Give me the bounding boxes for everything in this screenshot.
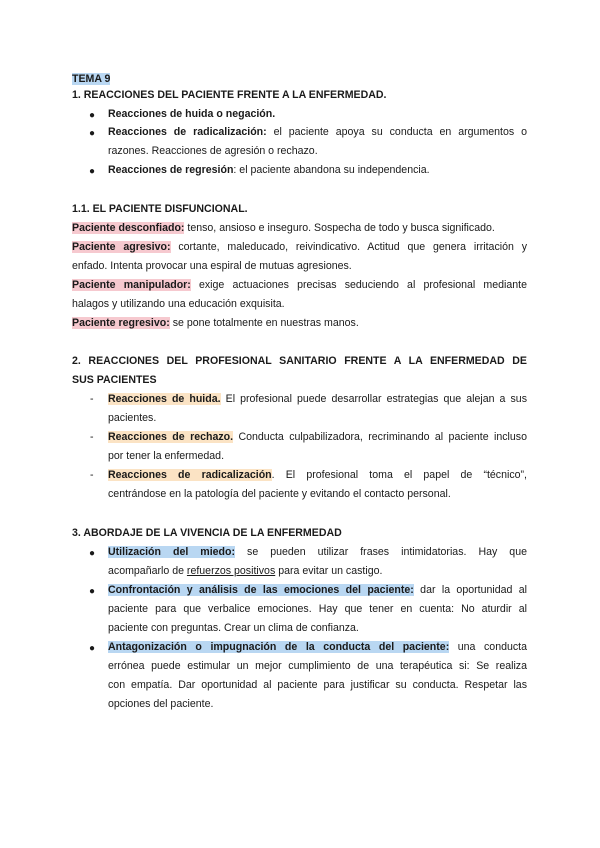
- s3-item-3-cont2: con empatía. Dar oportunidad al paciente para justificar su conducta. Respetar las: [108, 679, 527, 691]
- bullet-icon: ●: [89, 586, 96, 597]
- s3-item-2-cont2: paciente con preguntas. Crear un clima de confianza.: [108, 622, 359, 634]
- section-1-heading: 1. REACCIONES DEL PACIENTE FRENTE A LA ENFERMEDAD.: [72, 89, 387, 101]
- s2-item-3-cont: centrándose en la patología del paciente y evitando el contacto personal.: [108, 488, 451, 500]
- s3-item-3-cont: errónea puede estimular un mejor cumplimiento de una terapéutica si: Se realiza: [108, 660, 527, 672]
- paciente-agresivo: Paciente agresivo: cortante, maleducado, reivindicativo. Actitud que genera irritación y: [72, 241, 527, 253]
- bullet-icon: ●: [89, 166, 96, 177]
- s1-item-3: Reacciones de regresión: el paciente abandona su independencia.: [108, 164, 430, 176]
- dash-marker: -: [90, 393, 94, 405]
- s2-item-2: Reacciones de rechazo. Conducta culpabilizadora, recriminando al paciente incluso: [108, 431, 527, 443]
- dash-marker: -: [90, 469, 94, 481]
- s3-item-2-cont: paciente para que verbalice emociones. Hay que tener en cuenta: No aturdir al: [108, 603, 527, 615]
- bullet-icon: ●: [89, 110, 96, 121]
- s3-item-3-cont3: opciones del paciente.: [108, 698, 214, 710]
- s3-item-1-cont: acompañarlo de refuerzos positivos para evitar un castigo.: [108, 565, 383, 577]
- s2-item-2-cont: por tener la enfermedad.: [108, 450, 225, 462]
- section-3-heading: 3. ABORDAJE DE LA VIVENCIA DE LA ENFERMEDAD: [72, 527, 342, 539]
- s1-item-1: Reacciones de huida o negación.: [108, 108, 276, 120]
- s2-item-1: Reacciones de huida. El profesional puede desarrollar estrategias que alejan a sus: [108, 393, 527, 405]
- tema-label: TEMA 9: [72, 73, 111, 85]
- bullet-icon: ●: [89, 548, 96, 559]
- paciente-desconfiado: Paciente desconfiado: tenso, ansioso e inseguro. Sospecha de todo y busca significado.: [72, 222, 495, 234]
- paciente-manipulador-cont: halagos y utilizando una educación exquisita.: [72, 298, 285, 310]
- paciente-agresivo-cont: enfado. Intenta provocar una espiral de mutuas agresiones.: [72, 260, 352, 272]
- s2-item-3: Reacciones de radicalización. El profesional toma el papel de “técnico”,: [108, 469, 528, 481]
- s3-item-3: Antagonización o impugnación de la conducta del paciente: una conducta: [108, 641, 527, 653]
- s3-item-1: Utilización del miedo: se pueden utilizar frases intimidatorias. Hay que: [108, 546, 527, 558]
- s1-item-2: Reacciones de radicalización: el paciente apoya su conducta en argumentos o: [108, 126, 527, 138]
- s2-item-1-cont: pacientes.: [108, 412, 157, 424]
- bullet-icon: ●: [89, 128, 96, 139]
- dash-marker: -: [90, 431, 94, 443]
- bullet-icon: ●: [89, 643, 96, 654]
- paciente-manipulador: Paciente manipulador: exige actuaciones precisas seduciendo al profesional mediante: [72, 279, 527, 291]
- s1-item-2-cont: razones. Reacciones de agresión o rechazo.: [108, 145, 318, 157]
- section-1-1-heading: 1.1. EL PACIENTE DISFUNCIONAL.: [72, 203, 248, 215]
- s3-item-2: Confrontación y análisis de las emociones del paciente: dar la oportunidad al: [108, 584, 527, 596]
- section-2-heading: 2. REACCIONES DEL PROFESIONAL SANITARIO FRENTE A LA ENFERMEDAD DE: [72, 355, 527, 367]
- paciente-regresivo: Paciente regresivo: se pone totalmente en nuestras manos.: [72, 317, 359, 329]
- section-2-heading-cont: SUS PACIENTES: [72, 374, 157, 386]
